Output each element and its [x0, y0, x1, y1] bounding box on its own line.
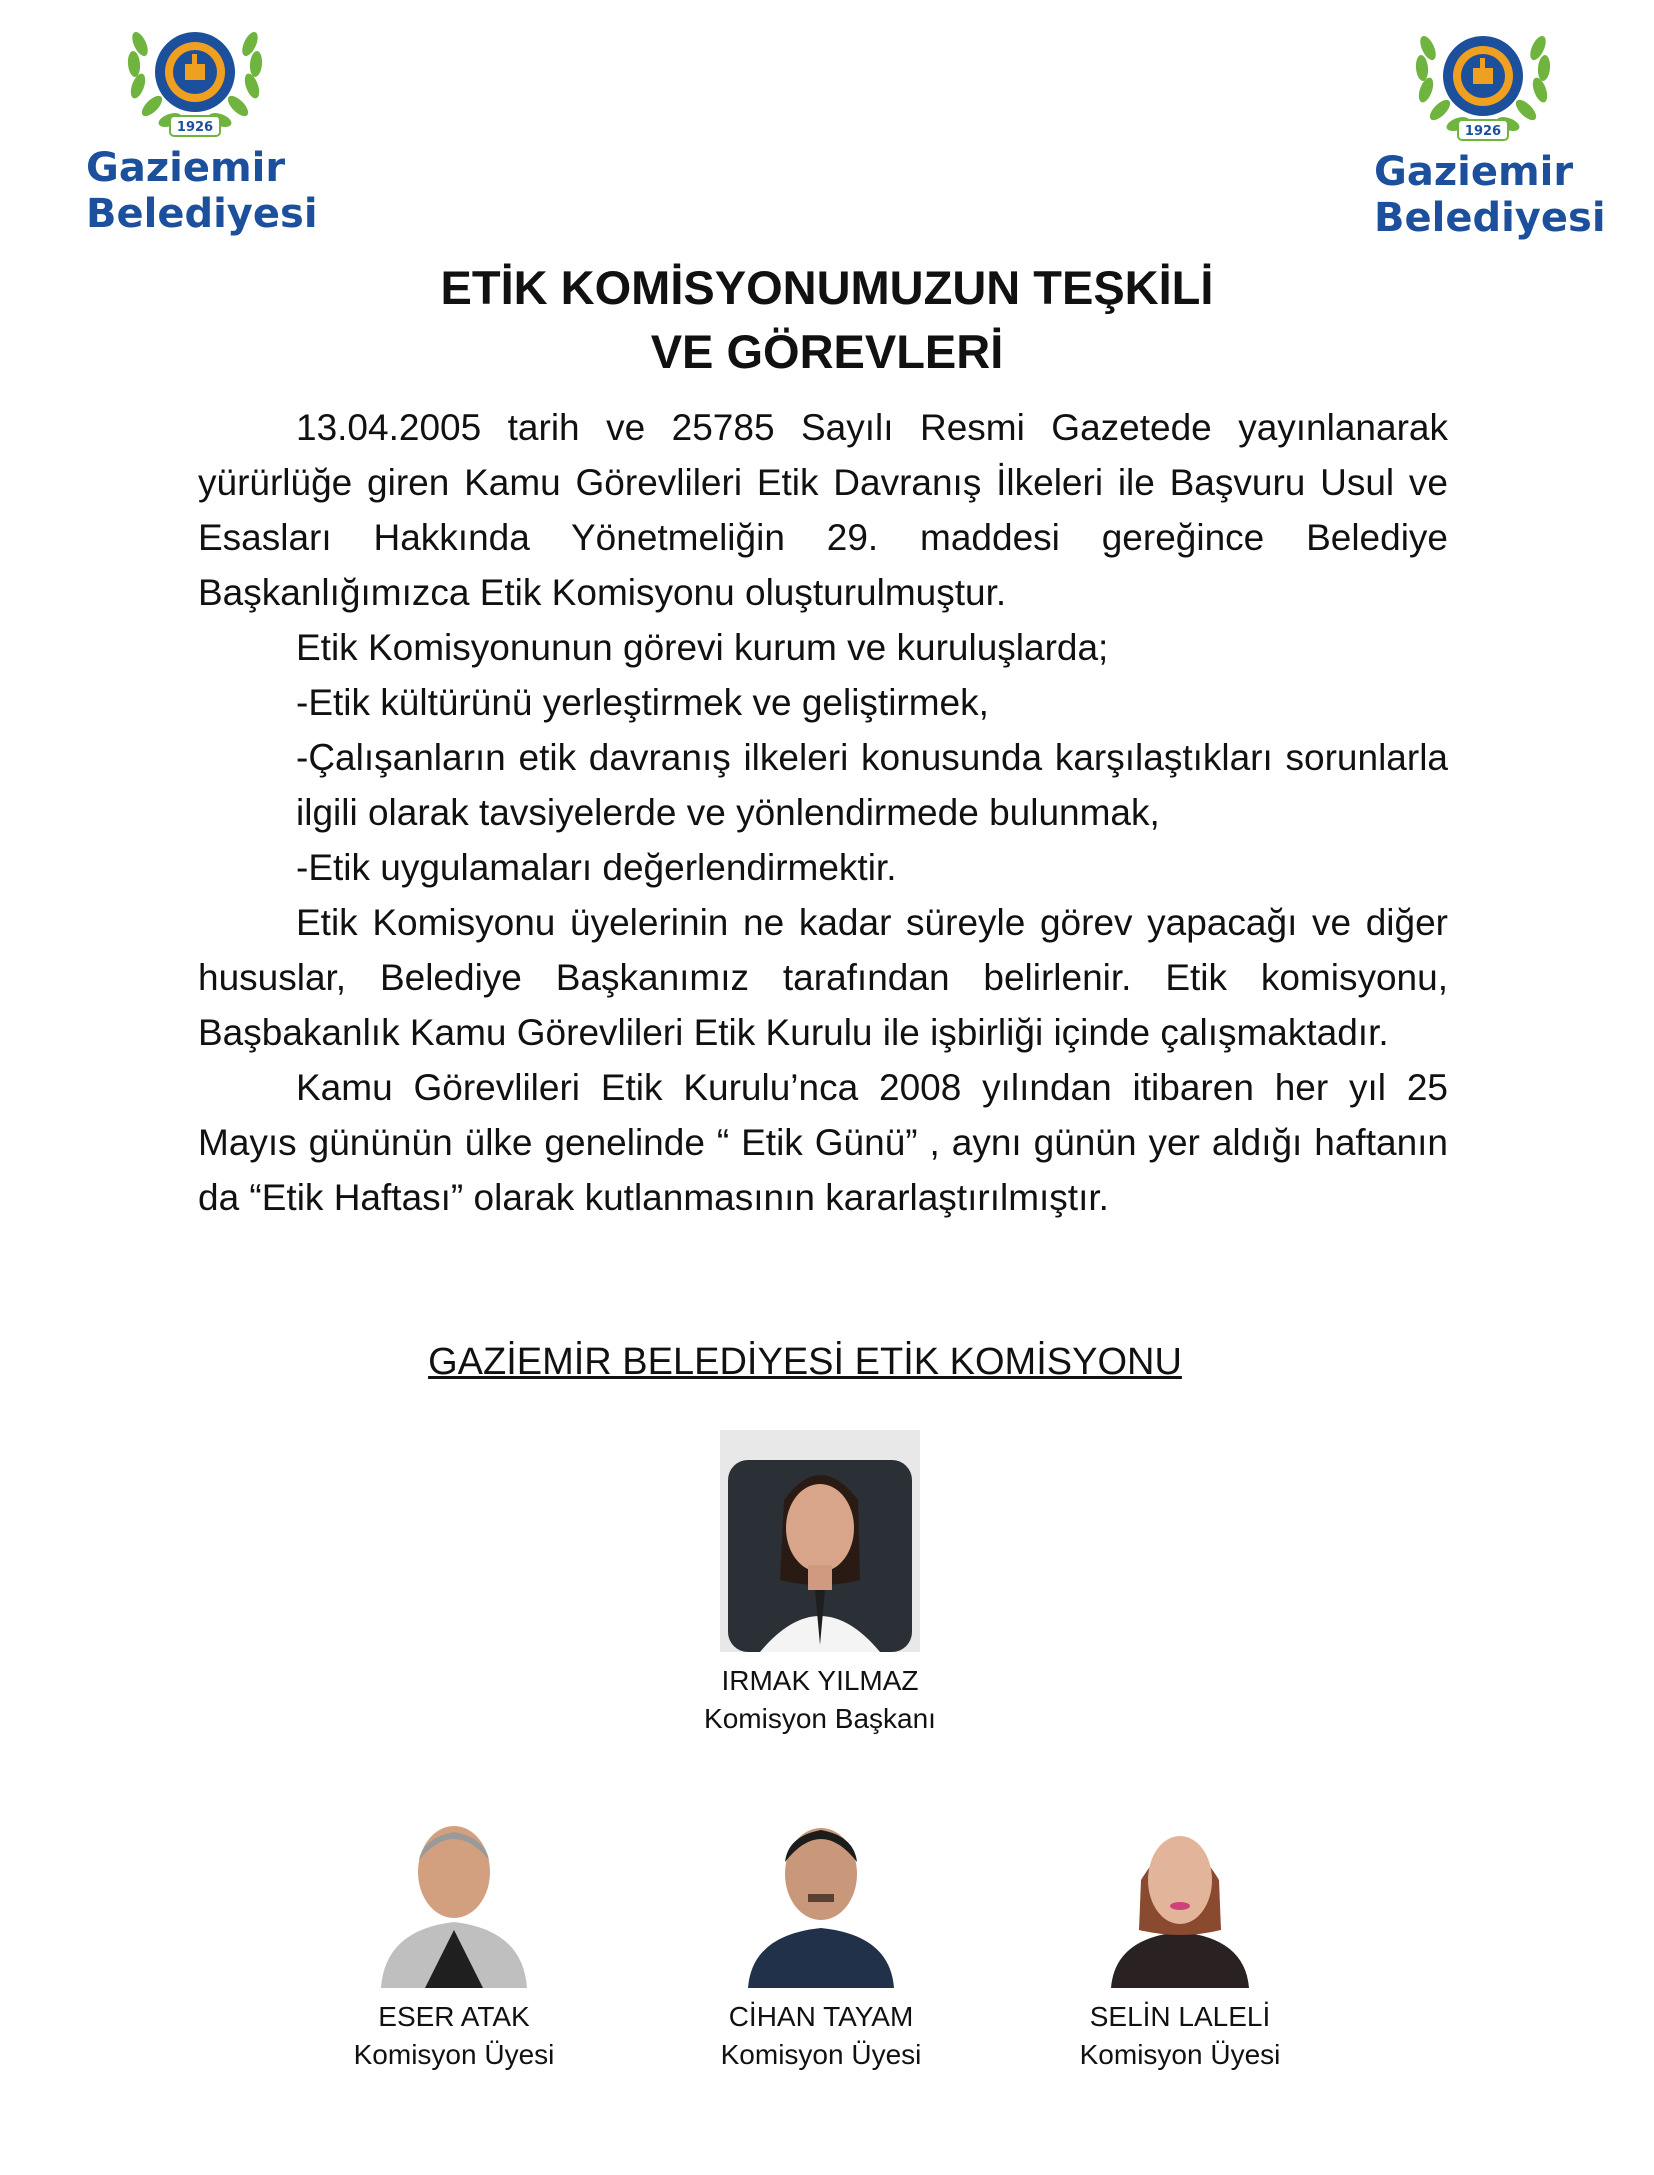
commission-member-3	[1000, 1810, 1360, 2074]
member-name: ESER ATAK	[378, 2001, 530, 2032]
member-name: CİHAN TAYAM	[728, 2001, 914, 2032]
commission-chair	[640, 1430, 1000, 1738]
member-role: Komisyon Üyesi	[353, 2039, 555, 2070]
municipality-emblem-icon	[1408, 18, 1558, 148]
paragraph-intro: 13.04.2005 tarih ve 25785 Sayılı Resmi Gazetede yayınlanarak yürürlüğe giren Kamu Görevlileri Etik Davranış İlkeleri ile Başvuru Usul ve Esasları Hakkında Yönetmeliğin 29. maddesi gereğince Belediye Başkanlığımızca Etik Komisyonu oluşturulmuştur.	[198, 407, 1448, 613]
duty-item-2: -Çalışanların etik davranış ilkeleri konusunda karşılaştıkları sorunlarla ilgili olarak tavsiyelerde ve yönlendirmede bulunmak,	[296, 737, 1448, 833]
logo-name-line2: Belediyesi	[1374, 195, 1606, 241]
chair-name: IRMAK YILMAZ	[721, 1665, 919, 1696]
commission-member-1	[274, 1810, 634, 2074]
member-photo	[1101, 1810, 1259, 1988]
logo-name-line2: Belediyesi	[86, 191, 318, 237]
commission-member-2	[641, 1810, 1001, 2074]
chair-role: Komisyon Başkanı	[704, 1703, 936, 1734]
svg-text:1926: 1926	[1464, 124, 1502, 139]
member-role: Komisyon Üyesi	[720, 2039, 922, 2070]
member-name: SELİN LALELİ	[1089, 2001, 1271, 2032]
logo-name-line1: Gaziemir	[86, 145, 286, 191]
member-role: Komisyon Üyesi	[1079, 2039, 1281, 2070]
paragraph-ethics-day: Kamu Görevlileri Etik Kurulu’nca 2008 yılından itibaren her yıl 25 Mayıs gününün ülke genelinde “ Etik Günü” , aynı günün yer aldığı haftanın da “Etik Haftası” olarak kutlanmasının kararlaştırılmıştır.	[198, 1067, 1448, 1218]
title-line-2: VE GÖREVLERİ	[650, 325, 1004, 378]
commission-title: GAZİEMİR BELEDİYESİ ETİK KOMİSYONU	[428, 1341, 1182, 1383]
duty-item-1: -Etik kültürünü yerleştirmek ve geliştirmek,	[296, 682, 989, 723]
member-photo	[742, 1810, 900, 1988]
member-photo	[375, 1810, 533, 1988]
logo-name-line1: Gaziemir	[1374, 149, 1574, 195]
paragraph-members-duration: Etik Komisyonu üyelerinin ne kadar süreyle görev yapacağı ve diğer hususlar, Belediye Başkanımız tarafından belirlenir. Etik komisyonu, Başbakanlık Kamu Görevlileri Etik Kurulu ile işbirliği içinde çalışmaktadır.	[198, 902, 1448, 1053]
duty-item-3: -Etik uygulamaları değerlendirmektir.	[296, 847, 897, 888]
gaziemir-logo-left	[80, 14, 318, 237]
page-title	[0, 256, 1654, 384]
gaziemir-logo-right	[1368, 18, 1606, 241]
title-line-1: ETİK KOMİSYONUMUZUN TEŞKİLİ	[440, 261, 1214, 314]
chair-photo	[720, 1430, 920, 1652]
paragraph-duty-intro: Etik Komisyonunun görevi kurum ve kuruluşlarda;	[296, 627, 1109, 668]
municipality-emblem-icon	[120, 14, 270, 144]
document-body	[198, 400, 1448, 1225]
svg-text:1926: 1926	[176, 120, 214, 135]
